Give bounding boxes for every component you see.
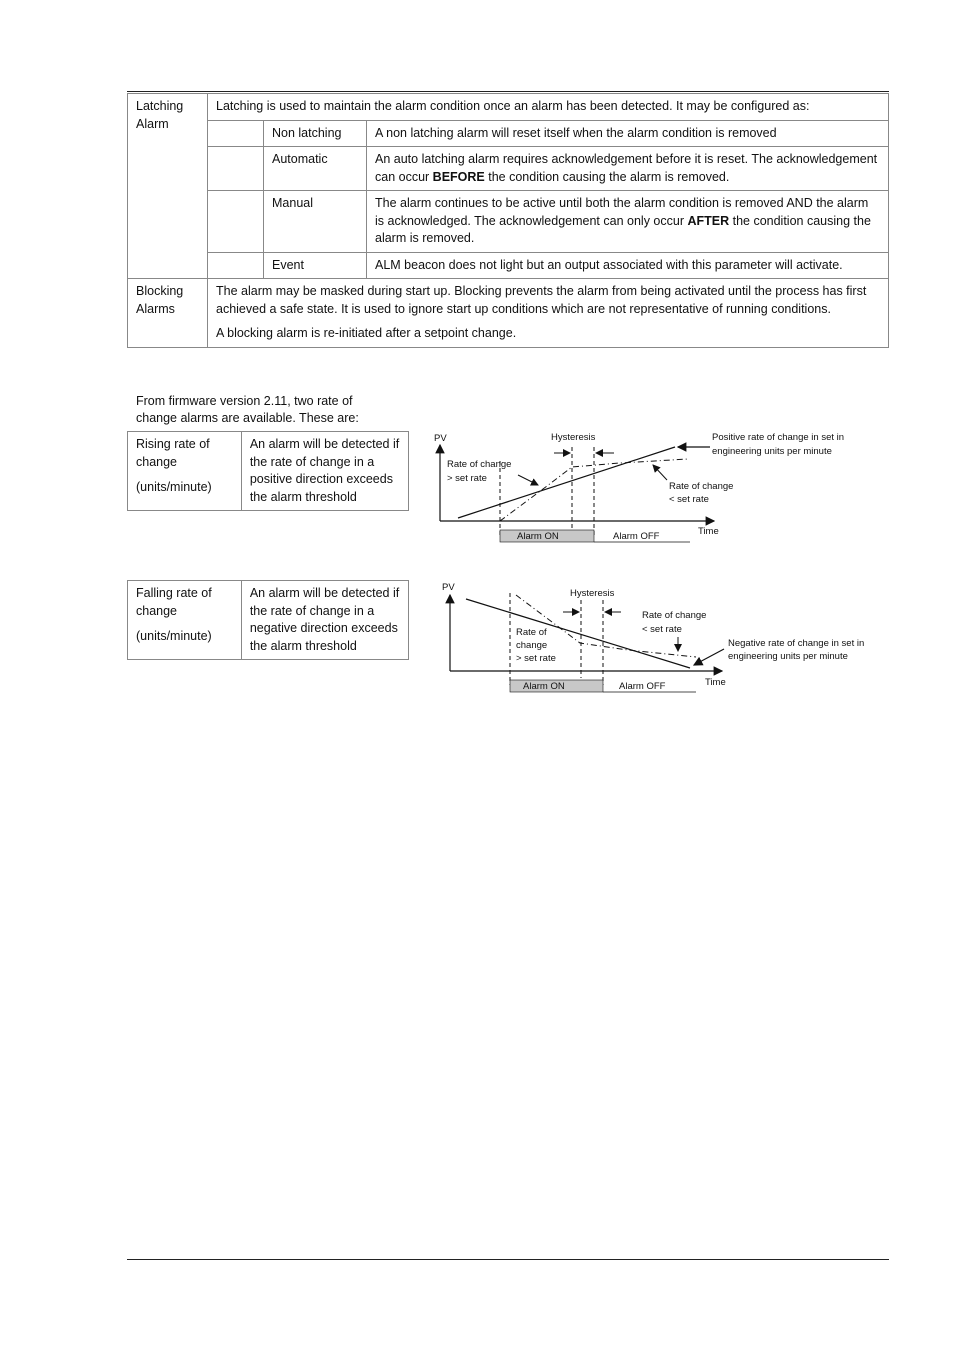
option-description: ALM beacon does not light but an output associated with this parameter will activate. [367,252,889,279]
set-rate-label-line2: engineering units per minute [712,446,832,457]
roc-lt-label-line2: < set rate [669,494,709,505]
latching-option-row [128,147,889,191]
blank-cell [208,252,264,279]
latching-alarm-label [128,94,208,279]
alarm-off-label: Alarm OFF [613,531,660,542]
pv-label: PV [442,582,455,593]
rising-rate-table [127,431,409,511]
roc-lt-label-line1: Rate of change [669,481,734,492]
set-rate-label-line2: engineering units per minute [728,651,848,662]
blocking-description [208,279,889,348]
set-rate-line [458,447,675,518]
time-label: Time [698,526,719,537]
option-description: The alarm continues to be active until both the alarm condition is removed AND the alarm is acknowledged. The acknowledgement can only occur AFTER the condition causing the alarm is removed. [367,191,889,253]
latching-label-line2: Alarm [136,116,169,131]
rate-of-change-intro: From firmware version 2.11, two rate of change alarms are available. These are: [136,394,359,425]
rising-rate-label: Rising rate of change (units/minute) [128,432,242,511]
blocking-alarms-label [128,279,208,348]
alarm-on-label: Alarm ON [517,531,559,542]
set-rate-label-line1: Positive rate of change in set in [712,432,845,443]
roc-gt-label-line2: > set rate [447,473,487,484]
rising-rate-description: An alarm will be detected if the rate of change in a positive direction exceeds the alarm threshold [241,432,408,511]
blank-cell [208,191,264,253]
alarm-off-label: Alarm OFF [619,681,666,692]
blocking-label-line1: Blocking [136,284,184,298]
falling-rate-description: An alarm will be detected if the rate of change in a negative direction exceeds the alarm threshold [241,581,408,660]
blocking-row [128,279,889,348]
roc-lt-label-line2: < set rate [642,624,682,635]
alarm-on-label: Alarm ON [523,681,565,692]
roc-gt-label-line1: Rate of [516,627,547,638]
option-label: Automatic [264,147,367,191]
set-rate-label-line1: Negative rate of change in set in [728,638,865,649]
pv-label: PV [434,433,447,444]
alarm-settings-table [127,93,889,348]
top-rule [127,91,889,92]
blocking-label-line2: Alarms [136,301,175,316]
footer-rule [127,1259,889,1260]
falling-rate-table [127,580,409,660]
roc-gt-label-line1: Rate of change [447,459,512,470]
latching-option-row [128,191,889,253]
latching-option-row [128,252,889,279]
rising-rate-diagram [420,425,890,550]
hysteresis-label: Hysteresis [551,432,596,443]
time-label: Time [705,677,726,688]
emphasis-after: AFTER [687,213,730,228]
latching-intro: Latching is used to maintain the alarm condition once an alarm has been detected. It may be configured as: [208,94,889,121]
blocking-para2: A blocking alarm is re-initiated after a setpoint change. [216,326,517,340]
option-label: Manual [264,191,367,253]
roc-gt-label-line3: > set rate [516,653,556,664]
latching-intro-row [128,94,889,121]
latching-label-line1: Latching [136,99,184,113]
blank-cell [208,147,264,191]
roc-gt-label-line2: change [516,640,548,651]
hysteresis-label: Hysteresis [570,588,615,599]
latching-option-row [128,120,889,147]
option-label: Non latching [264,120,367,147]
blocking-para1: The alarm may be masked during start up. Blocking prevents the alarm from being activated until the process has first achieved a safe state. It is used to ignore start up conditions which are not representative of running conditions. [216,284,867,316]
blank-cell [208,120,264,147]
emphasis-before: BEFORE [432,169,485,184]
roc-lt-label-line1: Rate of change [642,610,707,621]
option-description: A non latching alarm will reset itself when the alarm condition is removed [367,120,889,147]
falling-rate-label: Falling rate of change (units/minute) [128,581,242,660]
option-description: An auto latching alarm requires acknowledgement before it is reset. The acknowledgement can occur BEFORE the condition causing the alarm is removed. [367,147,889,191]
option-label: Event [264,252,367,279]
falling-rate-diagram [428,575,890,700]
